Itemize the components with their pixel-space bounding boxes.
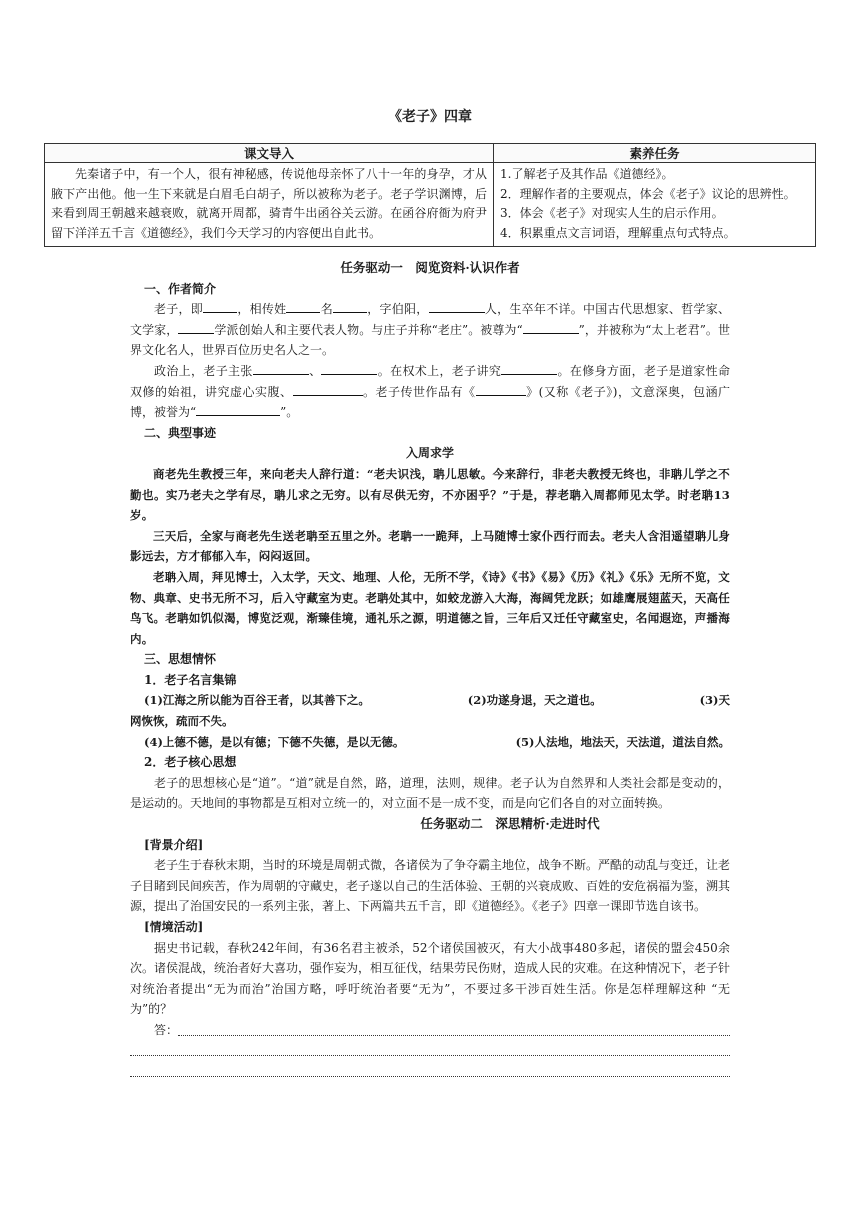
text-segment: 》(又称《老子》)，文意深奥，包涵广博，被誉为“ bbox=[130, 384, 730, 420]
quotes-list bbox=[130, 690, 730, 752]
section-thought-title: 三、思想情怀 bbox=[144, 652, 217, 667]
goal-item: 4．积累重点文言词语，理解重点句式特点。 bbox=[500, 225, 736, 240]
goal-item: 3．体会《老子》对现实人生的启示作用。 bbox=[500, 206, 724, 221]
text-segment: 老子，即 bbox=[154, 302, 204, 317]
goal-item: 2．理解作者的主要观点，体会《老子》议论的思辨性。 bbox=[500, 186, 796, 201]
intro-table bbox=[44, 143, 816, 247]
goals-cell bbox=[494, 163, 816, 247]
intro-cell bbox=[45, 163, 494, 247]
answer-line[interactable] bbox=[130, 1061, 730, 1082]
text-segment: ，字伯阳， bbox=[366, 302, 429, 317]
text-segment: 。在修身方面，老子是道家性命双修的始祖，讲究虚心实腹、 bbox=[130, 363, 730, 399]
background-paragraph: 老子生于春秋末期，当时的环境是周朝式微，各诸侯为了争夺霸主地位，战争不断。严酷的动乱与变迁，让老子目睹到民间疾苦，作为周朝的守藏史，老子遂以自己的生活体验、王朝的兴衰成败、百姓的安危祸福为鉴，溯其源，提出了治国安民的一系列主张，著上、下两篇共五千言，即《道德经》。《老子》四章一课即节选自该书。 bbox=[130, 858, 731, 914]
core-thought-paragraph: 老子的思想核心是“道”。“道”就是自然，路，道理，法则，规律。老子认为自然界和人类社会都是变动的，是运动的。天地间的事物都是互相对立统一的，对立面不是一成不变，而是向它们各自的对立面转换。 bbox=[130, 775, 730, 811]
fill-blank[interactable] bbox=[196, 402, 280, 416]
text-segment: 、 bbox=[308, 363, 322, 378]
author-paragraph-1 bbox=[130, 299, 730, 361]
section-deeds-title: 二、典型事迹 bbox=[144, 425, 217, 440]
fill-blank[interactable] bbox=[429, 299, 485, 313]
fill-blank[interactable] bbox=[333, 299, 367, 313]
intro-text: 先秦诸子中，有一个人，很有神秘感，传说他母亲怀了八十一年的身孕，才从腋下产出他。他一生下来就是白眉毛白胡子，所以被称为老子。老子学识渊博，后来看到周王朝越来越衰败，就离开周都，骑青牛出函谷关云游。在函谷府衙为府尹留下洋洋五千言《道德经》，我们今天学习的内容便出自此书。 bbox=[51, 167, 487, 240]
fill-blank[interactable] bbox=[476, 382, 526, 396]
activity-label: [情境活动] bbox=[144, 920, 204, 934]
text-segment: 学派创始人和主要代表人物。与庄子并称“老庄”。被尊为“ bbox=[214, 322, 523, 337]
story bbox=[130, 464, 730, 649]
answer-line[interactable] bbox=[130, 1041, 730, 1062]
task2-title: 任务驱动二 深思精析·走进时代 bbox=[420, 816, 600, 832]
story-paragraph: 三天后，全家与商老先生送老聃至五里之外。老聃一一跪拜，上马随博士家仆西行而去。老夫人含泪遥望聃儿身影远去，方才郁郁入车，闷闷返回。 bbox=[130, 528, 730, 564]
text-segment: ，相传姓 bbox=[237, 302, 287, 317]
fill-blank[interactable] bbox=[253, 361, 309, 375]
text-segment: 人，生卒年不详。中国古代思想家、哲学家、文学家， bbox=[130, 302, 730, 337]
text-segment: 政治上，老子主张 bbox=[154, 363, 253, 378]
activity-paragraph: 据史书记载，春秋242年间，有36名君主被杀，52个诸侯国被灭，有大小战事480多起，诸侯的盟会450余次。诸侯混战，统治者好大喜功，强作妄为，相互征伐，结果劳民伤财，造成人民的灾难。在这种情况下，老子针对统治者提出“无为而治”治国方略，呼吁统治者要“无为”，不要过多干涉百姓生活。你是怎样理解这种 “无为”的？ bbox=[130, 940, 731, 1017]
fill-blank[interactable] bbox=[286, 299, 320, 313]
quote-item: (2)功遂身退，天之道也。 bbox=[467, 693, 602, 708]
subsection-core-title: 2．老子核心思想 bbox=[144, 755, 237, 770]
fill-blank[interactable] bbox=[203, 299, 237, 313]
story-title: 入周求学 bbox=[405, 446, 454, 461]
fill-blank[interactable] bbox=[293, 382, 363, 396]
quote-item-continued: 网恢恢，疏而不失。 bbox=[130, 714, 234, 729]
text-segment: ”，并被称为“太上老君”。世界文化名人，世界百位历史名人之一。 bbox=[130, 322, 730, 358]
fill-blank[interactable] bbox=[321, 361, 377, 375]
section-author-title: 一、作者简介 bbox=[144, 281, 217, 296]
main-content bbox=[130, 258, 730, 1082]
text-segment: 。老子传世作品有《 bbox=[362, 384, 476, 399]
background-label: [背景介绍] bbox=[144, 837, 204, 852]
quote-item: (4)上德不德，是以有德；下德不失德，是以无德。 bbox=[144, 734, 405, 749]
goals-header: 素养任务 bbox=[494, 144, 816, 163]
goal-item: 1.了解老子及其作品《道德经》。 bbox=[500, 167, 674, 181]
text-segment: ”。 bbox=[280, 405, 299, 420]
answer-dotted-line[interactable] bbox=[130, 1055, 730, 1056]
page-title: 《老子》四章 bbox=[388, 109, 472, 125]
subsection-quotes-title: 1．老子名言集锦 bbox=[144, 672, 237, 687]
task1-title: 任务驱动一 阅览资料·认识作者 bbox=[340, 260, 520, 275]
fill-blank[interactable] bbox=[178, 320, 214, 334]
quote-item: (5)人法地，地法天，天法道，道法自然。 bbox=[515, 734, 730, 749]
fill-blank[interactable] bbox=[523, 320, 579, 334]
quote-item: (3)天 bbox=[699, 693, 730, 708]
answer-dotted-line[interactable] bbox=[178, 1035, 730, 1036]
answer-label: 答： bbox=[154, 1022, 179, 1037]
answer-dotted-line[interactable] bbox=[130, 1076, 730, 1077]
text-segment: 。在权术上，老子讲究 bbox=[377, 363, 502, 378]
story-paragraph: 老聃入周，拜见博士，入太学，天文、地理、人伦，无所不学，《诗》《书》《易》《历》《礼》《乐》无所不览，文物、典章、史书无所不习，后入守藏室为吏。老聃处其中，如蛟龙游入大海，海阔凭龙跃；如雄鹰展翅蓝天，天高任鸟飞。老聃如饥似渴，博览泛观，渐臻佳境，通礼乐之源，明道德之旨，三年后又迁任守藏室史，名闻遐迩，声播海内。 bbox=[130, 569, 730, 646]
answer-line[interactable] bbox=[130, 1020, 730, 1041]
quote-item: (1)江海之所以能为百谷王者，以其善下之。 bbox=[144, 693, 370, 708]
fill-blank[interactable] bbox=[501, 361, 557, 375]
text-segment: 名 bbox=[320, 302, 333, 317]
story-paragraph: 商老先生教授三年，来向老夫人辞行道：“老夫识浅，聃儿思敏。今来辞行，非老夫教授无终也，非聃儿学之不勤也。实乃老夫之学有尽，聃儿求之无穷。以有尽供无穷，不亦困乎？”于是，荐老聃入周都师见太学。时老聃13岁。 bbox=[130, 466, 730, 523]
intro-header: 课文导入 bbox=[45, 144, 494, 163]
author-paragraph-2 bbox=[130, 361, 730, 423]
